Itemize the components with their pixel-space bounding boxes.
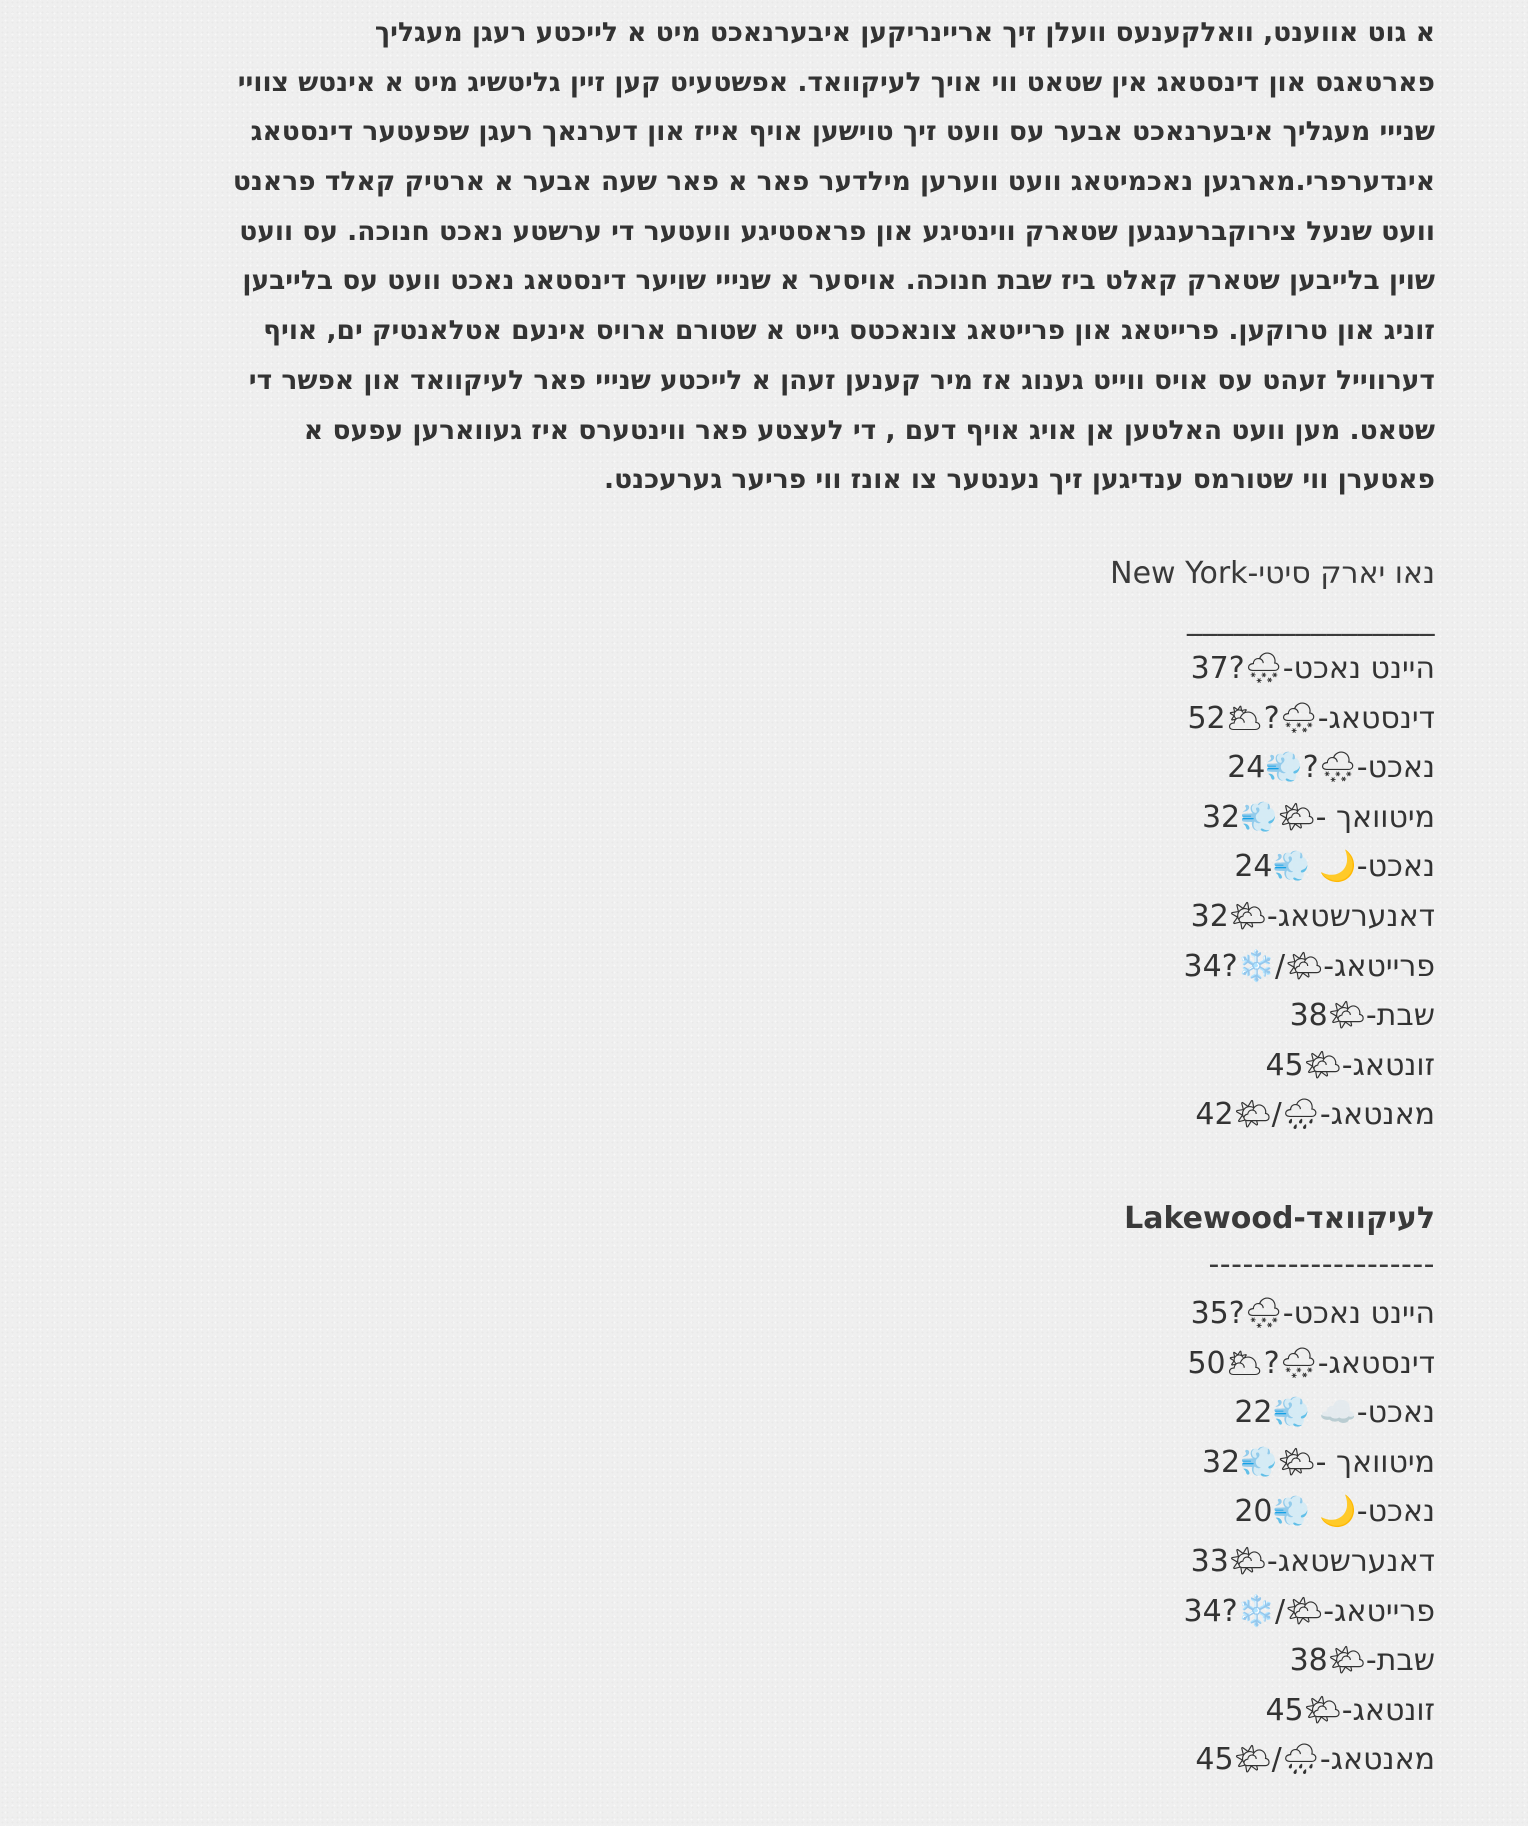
forecast-day: נאכט- [1356, 1494, 1435, 1530]
section-title: נאו יארק סיטי-New York [1110, 556, 1435, 591]
paragraph-line: שוין בלייבען שטארק קאלט ביז שבת חנוכה. אויסער א שנייי שויער דינסטאג נאכט וועט עס בלייבען [242, 265, 1435, 297]
forecast-row [1110, 694, 1435, 744]
forecast-day: דאנערשטאג- [1266, 1543, 1435, 1579]
forecast-row [1124, 1339, 1435, 1389]
forecast-day: היינט נאכט- [1282, 651, 1435, 686]
forecast-value: 🌤33 [1190, 1543, 1267, 1579]
forecast-value: 🌤💨32 [1201, 1444, 1316, 1480]
forecast-row [1124, 1537, 1435, 1587]
nyc-forecast [1110, 554, 1435, 1140]
forecast-row [1124, 1438, 1435, 1488]
paragraph-line: וועט שנעל צירוקברענגען שטארק ווינטיגע און פראסטיגע וועטער די ערשטע נאכט חנוכה. עס וועט [239, 215, 1435, 247]
forecast-row [1124, 1289, 1435, 1339]
forecast-row [1124, 1487, 1435, 1537]
paragraph-line: זוניג און טרוקען. פרייטאג און פרייטאג צונאכטס גייט א שטורם ארויס אינעם אטלאנטיק ים, אויף [263, 315, 1435, 347]
forecast-value: 🌨?35 [1190, 1296, 1283, 1331]
forecast-value: 🌧/🌤45 [1195, 1742, 1320, 1778]
divider: -------------------- [1208, 1247, 1435, 1282]
forecast-day: נאכט- [1356, 849, 1435, 885]
forecast-day: מיטוואך - [1315, 1444, 1435, 1480]
forecast-day: שבת- [1365, 998, 1435, 1034]
paragraph-line: דערווייל זעהט עס אויס ווייט גענוג אז מיר קענען זעהן א לייכטע שנייי פאר לעיקוואד און אפשר די [248, 364, 1435, 396]
forecast-day: זונטאג- [1341, 1692, 1435, 1728]
forecast-row [1110, 942, 1435, 992]
forecast-day: פרייטאג- [1323, 948, 1435, 984]
forecast-value: 🌤/❄️?34 [1183, 1593, 1324, 1629]
forecast-row [1124, 1636, 1435, 1686]
forecast-value: 🌨?🌥52 [1187, 700, 1318, 736]
paragraph-line: אינדערפרי.מארגען נאכמיטאג וועט ווערען מילדער פאר א פאר שעה אבער א ארטיק קאלד פראנט [232, 166, 1435, 198]
section-title: לעיקוואד-Lakewood [1124, 1201, 1435, 1236]
forecast-value: 🌙 💨24 [1234, 849, 1357, 885]
paragraph-line: שטאט. מען וועט האלטען אן אויג אויף דעם , די לעצטע פאר ווינטערס איז געווארען עפעס א [303, 414, 1435, 446]
forecast-value: 🌤/❄️?34 [1183, 948, 1324, 984]
forecast-discussion [95, 8, 1435, 505]
forecast-value: ☁️ 💨22 [1234, 1395, 1357, 1431]
forecast-row [1124, 1388, 1435, 1438]
divider: ________________ [1187, 602, 1435, 637]
forecast-row [1110, 793, 1435, 843]
forecast-day: מאנטאג- [1319, 1097, 1435, 1133]
forecast-value: 🌤45 [1265, 1692, 1342, 1728]
forecast-row [1124, 1587, 1435, 1637]
forecast-row [1110, 644, 1435, 694]
paragraph-line: פאטערן ווי שטורמס ענדיגען זיך נענטער צו אונז ווי פריער גערעכנט. [604, 464, 1435, 496]
paragraph-line: פארטאגס און דינסטאג אין שטאט ווי אויך לעיקוואד. אפשטעיט קען זיין גליטשיג מיט א אינטש צוויי [237, 66, 1435, 98]
forecast-row [1124, 1686, 1435, 1736]
forecast-value: 🌨?🌥50 [1187, 1345, 1318, 1381]
forecast-day: מאנטאג- [1319, 1742, 1435, 1778]
forecast-row [1110, 743, 1435, 793]
forecast-value: 🌤💨32 [1201, 799, 1316, 835]
forecast-value: 🌤38 [1289, 1643, 1366, 1679]
forecast-value: 🌤45 [1265, 1047, 1342, 1083]
forecast-day: דינסטאג- [1317, 700, 1435, 736]
forecast-row [1110, 1090, 1435, 1140]
forecast-row [1124, 1735, 1435, 1785]
forecast-day: דינסטאג- [1317, 1345, 1435, 1381]
forecast-day: דאנערשטאג- [1266, 898, 1435, 934]
forecast-day: שבת- [1365, 1643, 1435, 1679]
forecast-day: נאכט- [1356, 1395, 1435, 1431]
forecast-value: 🌙 💨20 [1234, 1494, 1357, 1530]
paragraph-line: א גוט אווענט, וואלקענעס וועלן זיך אריינריקען איבערנאכט מיט א לייכטע רעגן מעגליך [374, 17, 1435, 48]
forecast-value: 🌧/🌤42 [1195, 1097, 1320, 1133]
forecast-value: 🌨?37 [1190, 651, 1283, 686]
forecast-day: נאכט- [1356, 750, 1435, 786]
forecast-day: היינט נאכט- [1282, 1296, 1435, 1331]
forecast-day: זונטאג- [1341, 1047, 1435, 1083]
paragraph-line: שנייי מעגליך איבערנאכט אבער עס וועט זיך טוישען אויף אייז און דערנאך רעגן שפעטער דינסטאג [250, 116, 1435, 148]
forecast-row [1110, 1041, 1435, 1091]
forecast-row [1110, 991, 1435, 1041]
lakewood-forecast [1124, 1199, 1435, 1785]
forecast-row [1110, 892, 1435, 942]
forecast-day: מיטוואך - [1315, 799, 1435, 835]
forecast-value: 🌨?💨24 [1227, 750, 1357, 786]
forecast-row [1110, 842, 1435, 892]
forecast-value: 🌤32 [1190, 898, 1267, 934]
forecast-value: 🌤38 [1289, 998, 1366, 1034]
forecast-day: פרייטאג- [1323, 1593, 1435, 1629]
